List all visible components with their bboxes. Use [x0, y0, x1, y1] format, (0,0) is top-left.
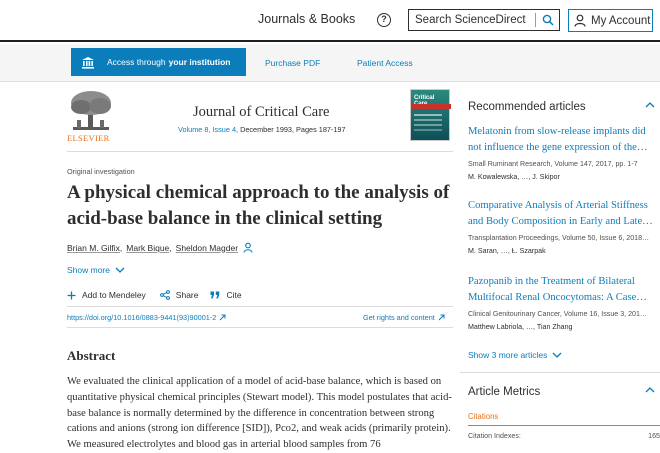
article-type: Original investigation: [67, 167, 135, 176]
person-icon: [574, 14, 586, 27]
search-icon: [542, 14, 554, 26]
recommended-source: Small Ruminant Research, Volume 147, 2017, pp. 1-7: [468, 160, 638, 168]
my-account-label: My Account: [591, 14, 651, 27]
search-input[interactable]: [409, 10, 535, 30]
access-bar: [0, 44, 660, 82]
author-link[interactable]: Sheldon Magder: [175, 242, 239, 253]
author-link[interactable]: Mark Bique: [126, 242, 170, 253]
share-icon: [160, 290, 170, 300]
date-pages: , December 1993, Pages 187-197: [236, 125, 346, 134]
show-more-label: Show more: [67, 265, 110, 275]
help-icon[interactable]: ?: [377, 13, 391, 27]
recommended-authors: M. Saran, …, Ł. Szarpak: [468, 247, 546, 255]
journal-meta: [178, 125, 346, 134]
citations-label: Citations: [468, 412, 499, 421]
article-actions: [67, 290, 242, 300]
share-label: Share: [175, 290, 199, 300]
divider: [460, 372, 660, 373]
rights-link[interactable]: [363, 313, 445, 322]
citation-indexes-label: Citation Indexes:: [468, 432, 521, 440]
corresponding-author-icon[interactable]: [243, 242, 253, 253]
cite-button[interactable]: [210, 290, 241, 300]
divider: [67, 327, 453, 328]
institution-icon: [81, 56, 95, 69]
chevron-up-icon[interactable]: [645, 386, 655, 393]
divider: [67, 151, 453, 152]
citations-underline: [468, 425, 660, 426]
chevron-down-icon: [115, 267, 125, 274]
journals-books-link[interactable]: Journals & Books: [258, 12, 356, 26]
external-link-icon: [438, 314, 445, 321]
chevron-down-icon: [552, 352, 562, 359]
show-more-button[interactable]: [67, 265, 125, 275]
access-prefix: Access through: [107, 57, 166, 67]
rights-text: Get rights and content: [363, 313, 435, 322]
access-institution-button[interactable]: [71, 48, 246, 76]
recommended-title[interactable]: Melatonin from slow-release implants did: [468, 126, 646, 137]
author-link[interactable]: Brian M. Gilfix: [67, 242, 120, 253]
show-more-articles-label: Show 3 more articles: [468, 350, 548, 360]
article-title: A physical chemical approach to the analysis of acid-base balance in the clinical setting: [67, 182, 450, 229]
publisher-label: ELSEVIER: [67, 133, 110, 143]
search-button[interactable]: [536, 10, 559, 30]
recommended-title[interactable]: Comparative Analysis of Arterial Stiffness: [468, 200, 648, 211]
divider: [67, 306, 453, 307]
recommended-source: Transplantation Proceedings, Volume 50, Issue 6, 2018…: [468, 234, 650, 242]
patient-access-link[interactable]: Patient Access: [357, 58, 413, 68]
author-list: [67, 242, 253, 253]
cite-label: Cite: [226, 290, 242, 300]
recommended-item: [468, 124, 660, 181]
cover-lines: [414, 114, 442, 116]
recommended-heading: Recommended articles: [468, 101, 586, 113]
quote-icon: [210, 291, 220, 299]
access-bold: your institution: [168, 57, 231, 67]
search-box: [408, 9, 560, 31]
external-link-icon: [219, 314, 226, 321]
recommended-title-cont[interactable]: and Body Composition in Early and Late…: [468, 216, 653, 227]
cover-band: [411, 104, 451, 109]
cover-title: Critical: [414, 95, 435, 101]
my-account-button[interactable]: [568, 9, 653, 32]
abstract-text: We evaluated the clinical application of a model of acid-base balance, which is based on quantitative physical chemical principles (Stewart model). This model postulates that acid-base balance is normally determined by the difference in concentration between strong cations and anions (strong ion difference [SID]), Pco2, and weak acids (primarily protein). We measured electrolytes and blood gas in arterial blood samples from 76: [67, 376, 452, 451]
author-separator: ,: [119, 242, 123, 253]
recommended-authors: Matthew Labriola, …, Tian Zhang: [468, 323, 573, 331]
recommended-item: [468, 274, 660, 331]
volume-issue-link[interactable]: Volume 8, Issue 4: [178, 125, 237, 134]
journal-cover[interactable]: [410, 89, 450, 141]
recommended-item: [468, 198, 660, 255]
doi-link[interactable]: [67, 313, 226, 322]
doi-text: https://doi.org/10.1016/0883-9441(93)90001-2: [67, 313, 217, 322]
article-metrics-heading: Article Metrics: [468, 386, 541, 398]
recommended-authors: M. Kowalewska, …, J. Skipor: [468, 173, 560, 181]
share-button[interactable]: [160, 290, 199, 300]
recommended-title-cont[interactable]: Multifocal Renal Oncocytomas: A Case…: [468, 292, 647, 303]
purchase-pdf-link[interactable]: Purchase PDF: [265, 58, 321, 68]
plus-icon: [67, 291, 76, 300]
citation-indexes-row: [468, 432, 660, 440]
recommended-title[interactable]: Pazopanib in the Treatment of Bilateral: [468, 276, 635, 287]
mendeley-label: Add to Mendeley: [82, 290, 146, 300]
recommended-source: Clinical Genitourinary Cancer, Volume 16, Issue 3, 201…: [468, 310, 648, 318]
chevron-up-icon[interactable]: [645, 101, 655, 108]
citation-indexes-value: 165: [648, 432, 660, 440]
top-header: [0, 0, 660, 42]
author-separator: ,: [169, 242, 172, 253]
abstract-heading: Abstract: [67, 348, 116, 363]
add-to-mendeley-button[interactable]: [67, 290, 146, 300]
recommended-title-cont[interactable]: not influence the gene expression of the…: [468, 142, 648, 153]
show-more-articles-button[interactable]: [468, 350, 562, 360]
journal-title[interactable]: Journal of Critical Care: [193, 104, 330, 120]
